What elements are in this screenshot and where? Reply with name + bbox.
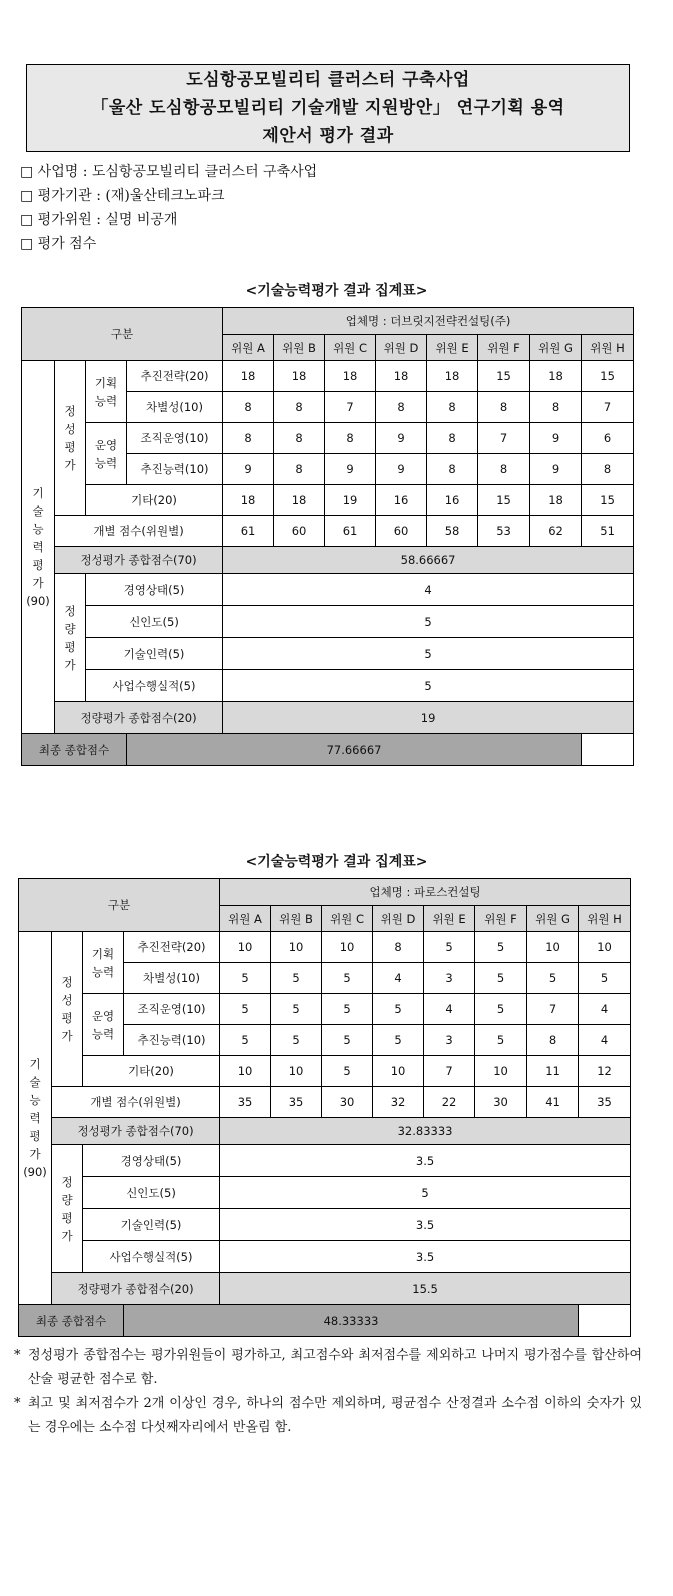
row-label-org-operation: 조직운영(10)	[127, 423, 223, 454]
score-cell: 51	[582, 516, 634, 547]
score-cell: 7	[478, 423, 530, 454]
score-cell: 15	[582, 361, 634, 392]
score-cell: 8	[427, 392, 478, 423]
member-header: 위원 C	[325, 335, 376, 361]
info-eval-agency: □ 평가기관 : (재)울산테크노파크	[20, 188, 225, 204]
score-cell: 18	[427, 361, 478, 392]
row-label-mgmt: 경영상태(5)	[83, 1145, 220, 1177]
row-label-credit: 신인도(5)	[86, 606, 223, 638]
score-cell: 7	[325, 392, 376, 423]
final-score-value: 77.66667	[127, 734, 582, 766]
info-eval-score: □ 평가 점수	[20, 236, 97, 252]
table-1-caption: <기술능력평가 결과 집계표>	[245, 283, 428, 299]
performance-value: 3.5	[220, 1241, 631, 1273]
info-evaluators: □ 평가위원 : 실명 비공개	[20, 212, 178, 228]
row-label-quant-total: 정량평가 종합점수(20)	[55, 702, 223, 734]
score-cell: 5	[271, 1025, 322, 1056]
score-cell: 32	[373, 1087, 424, 1118]
score-cell: 8	[427, 454, 478, 485]
score-cell: 5	[527, 963, 579, 994]
score-cell: 41	[527, 1087, 579, 1118]
footnote-text: 최고 및 최저점수가 2개 이상인 경우, 하나의 점수만 제외하며, 평균점수 산정결과 소수점 이하의 숫자가 있는 경우에는 소수점 다섯째자리에서 반올림 함.	[28, 1396, 642, 1435]
score-cell: 60	[274, 516, 325, 547]
quant-eval-label: 정 량 평 가	[52, 1145, 83, 1273]
row-label-differentiation: 차별성(10)	[127, 392, 223, 423]
score-cell: 9	[530, 423, 582, 454]
score-cell: 6	[582, 423, 634, 454]
score-cell: 60	[376, 516, 427, 547]
score-cell: 4	[424, 994, 475, 1025]
score-cell: 8	[223, 392, 274, 423]
score-cell: 10	[579, 932, 631, 963]
score-cell: 8	[527, 1025, 579, 1056]
score-cell: 18	[223, 361, 274, 392]
score-cell: 7	[527, 994, 579, 1025]
quant-eval-label: 정 량 평 가	[55, 574, 86, 702]
row-label-drive-ability: 추진능력(10)	[127, 454, 223, 485]
score-cell: 30	[322, 1087, 373, 1118]
score-cell: 5	[220, 1025, 271, 1056]
row-label-etc: 기타(20)	[83, 1056, 220, 1087]
credit-value: 5	[223, 606, 634, 638]
score-cell: 8	[274, 392, 325, 423]
score-cell: 18	[530, 361, 582, 392]
row-label-tech-staff: 기술인력(5)	[86, 638, 223, 670]
row-label-mgmt: 경영상태(5)	[86, 574, 223, 606]
score-cell: 8	[373, 932, 424, 963]
score-cell: 18	[274, 485, 325, 516]
member-header: 위원 H	[582, 335, 634, 361]
footnote-1	[14, 1344, 642, 1392]
score-cell: 18	[325, 361, 376, 392]
score-cell: 10	[271, 932, 322, 963]
qual-eval-label: 정 성 평 가	[52, 932, 83, 1087]
mgmt-value: 3.5	[220, 1145, 631, 1177]
operation-label: 운영 능력	[83, 994, 124, 1056]
score-cell: 35	[271, 1087, 322, 1118]
score-cell: 15	[478, 485, 530, 516]
score-cell: 8	[478, 392, 530, 423]
member-header: 위원 H	[579, 906, 631, 932]
score-cell: 16	[427, 485, 478, 516]
qual-total-value: 58.66667	[223, 547, 634, 574]
title-line-1: 도심항공모빌리티 클러스터 구축사업	[186, 70, 470, 90]
row-label-qual-total: 정성평가 종합점수(70)	[52, 1118, 220, 1145]
footnote-mark: *	[14, 1396, 21, 1411]
row-label-performance: 사업수행실적(5)	[83, 1241, 220, 1273]
score-cell: 5	[579, 963, 631, 994]
tech-eval-label: 기 술 능 력 평 가 (90)	[19, 932, 52, 1305]
score-cell: 15	[478, 361, 530, 392]
score-cell: 10	[322, 932, 373, 963]
member-header: 위원 B	[271, 906, 322, 932]
score-table-1	[21, 307, 634, 766]
score-cell: 9	[223, 454, 274, 485]
planning-label: 기획 능력	[86, 361, 127, 423]
score-cell: 18	[274, 361, 325, 392]
score-cell: 62	[530, 516, 582, 547]
score-cell: 8	[223, 423, 274, 454]
member-header: 위원 A	[223, 335, 274, 361]
score-cell: 8	[274, 454, 325, 485]
score-cell: 10	[220, 1056, 271, 1087]
score-cell: 61	[223, 516, 274, 547]
tech-eval-label: 기 술 능 력 평 가 (90)	[22, 361, 55, 734]
score-cell: 5	[475, 994, 527, 1025]
score-cell: 5	[271, 963, 322, 994]
score-cell: 8	[427, 423, 478, 454]
score-cell: 4	[373, 963, 424, 994]
score-cell: 30	[475, 1087, 527, 1118]
planning-label: 기획 능력	[83, 932, 124, 994]
performance-value: 5	[223, 670, 634, 702]
row-label-qual-total: 정성평가 종합점수(70)	[55, 547, 223, 574]
member-header: 위원 E	[424, 906, 475, 932]
document-title-box	[26, 64, 630, 152]
score-cell: 61	[325, 516, 376, 547]
member-header: 위원 A	[220, 906, 271, 932]
score-cell: 5	[373, 994, 424, 1025]
title-line-3: 제안서 평가 결과	[262, 126, 394, 146]
score-cell: 5	[373, 1025, 424, 1056]
score-cell: 10	[475, 1056, 527, 1087]
score-cell: 19	[325, 485, 376, 516]
score-cell: 8	[274, 423, 325, 454]
credit-value: 5	[220, 1177, 631, 1209]
qual-total-value: 32.83333	[220, 1118, 631, 1145]
member-header: 위원 B	[274, 335, 325, 361]
row-label-performance: 사업수행실적(5)	[86, 670, 223, 702]
score-cell: 8	[376, 392, 427, 423]
member-header: 위원 C	[322, 906, 373, 932]
score-cell: 5	[475, 932, 527, 963]
member-header: 위원 D	[373, 906, 424, 932]
score-cell: 22	[424, 1087, 475, 1118]
score-cell: 3	[424, 1025, 475, 1056]
member-header: 위원 G	[530, 335, 582, 361]
score-cell: 58	[427, 516, 478, 547]
row-label-final: 최종 종합점수	[19, 1305, 124, 1337]
score-cell: 10	[527, 932, 579, 963]
score-cell: 5	[220, 994, 271, 1025]
score-cell: 11	[527, 1056, 579, 1087]
operation-label: 운영 능력	[86, 423, 127, 485]
member-header: 위원 F	[475, 906, 527, 932]
footnote-mark: *	[14, 1348, 21, 1363]
score-cell: 3	[424, 963, 475, 994]
footnote-text: 정성평가 종합점수는 평가위원들이 평가하고, 최고점수와 최저점수를 제외하고 나머지 평가점수를 합산하여 산술 평균한 점수로 함.	[28, 1348, 642, 1387]
row-label-etc: 기타(20)	[86, 485, 223, 516]
score-cell: 5	[322, 963, 373, 994]
row-label-credit: 신인도(5)	[83, 1177, 220, 1209]
score-cell: 10	[220, 932, 271, 963]
score-cell: 5	[475, 1025, 527, 1056]
tech-staff-value: 5	[223, 638, 634, 670]
score-cell: 4	[579, 994, 631, 1025]
score-cell: 35	[220, 1087, 271, 1118]
header-gubun: 구분	[19, 879, 220, 932]
score-cell: 18	[223, 485, 274, 516]
score-cell: 8	[325, 423, 376, 454]
title-line-2: 「울산 도심항공모빌리티 기술개발 지원방안」 연구기획 용역	[91, 98, 565, 118]
member-header: 위원 E	[427, 335, 478, 361]
score-cell: 9	[376, 454, 427, 485]
mgmt-value: 4	[223, 574, 634, 606]
quant-total-value: 19	[223, 702, 634, 734]
score-cell: 8	[478, 454, 530, 485]
row-label-drive-strategy: 추진전략(20)	[124, 932, 220, 963]
qual-eval-label: 정 성 평 가	[55, 361, 86, 516]
row-label-drive-ability: 추진능력(10)	[124, 1025, 220, 1056]
member-header: 위원 G	[527, 906, 579, 932]
score-cell: 16	[376, 485, 427, 516]
score-cell: 9	[325, 454, 376, 485]
table-2-caption: <기술능력평가 결과 집계표>	[245, 854, 428, 870]
final-score-value: 48.33333	[124, 1305, 579, 1337]
company-name: 업체명 : 더브릿지전략컨설팅(주)	[223, 308, 634, 335]
member-header: 위원 F	[478, 335, 530, 361]
score-cell: 18	[376, 361, 427, 392]
score-cell: 5	[424, 932, 475, 963]
row-label-individual: 개별 점수(위원별)	[52, 1087, 220, 1118]
score-cell: 8	[530, 392, 582, 423]
score-cell: 8	[582, 454, 634, 485]
footnote-2	[14, 1392, 642, 1440]
row-label-quant-total: 정량평가 종합점수(20)	[52, 1273, 220, 1305]
quant-total-value: 15.5	[220, 1273, 631, 1305]
row-label-org-operation: 조직운영(10)	[124, 994, 220, 1025]
score-cell: 10	[271, 1056, 322, 1087]
tech-staff-value: 3.5	[220, 1209, 631, 1241]
score-cell: 7	[582, 392, 634, 423]
score-cell: 7	[424, 1056, 475, 1087]
score-cell: 5	[322, 994, 373, 1025]
score-cell: 15	[582, 485, 634, 516]
score-cell: 10	[373, 1056, 424, 1087]
score-cell: 12	[579, 1056, 631, 1087]
score-cell: 9	[376, 423, 427, 454]
score-cell: 5	[220, 963, 271, 994]
header-gubun: 구분	[22, 308, 223, 361]
row-label-final: 최종 종합점수	[22, 734, 127, 766]
score-cell: 5	[322, 1056, 373, 1087]
score-cell: 35	[579, 1087, 631, 1118]
score-cell: 53	[478, 516, 530, 547]
member-header: 위원 D	[376, 335, 427, 361]
row-label-individual: 개별 점수(위원별)	[55, 516, 223, 547]
row-label-tech-staff: 기술인력(5)	[83, 1209, 220, 1241]
row-label-drive-strategy: 추진전략(20)	[127, 361, 223, 392]
score-cell: 9	[530, 454, 582, 485]
score-cell: 5	[271, 994, 322, 1025]
company-name: 업체명 : 파로스컨설팅	[220, 879, 631, 906]
score-cell: 5	[322, 1025, 373, 1056]
score-cell: 5	[475, 963, 527, 994]
score-cell: 18	[530, 485, 582, 516]
score-table-2	[18, 878, 631, 1337]
row-label-differentiation: 차별성(10)	[124, 963, 220, 994]
score-cell: 4	[579, 1025, 631, 1056]
info-project-name: □ 사업명 : 도심항공모빌리티 클러스터 구축사업	[20, 164, 318, 180]
